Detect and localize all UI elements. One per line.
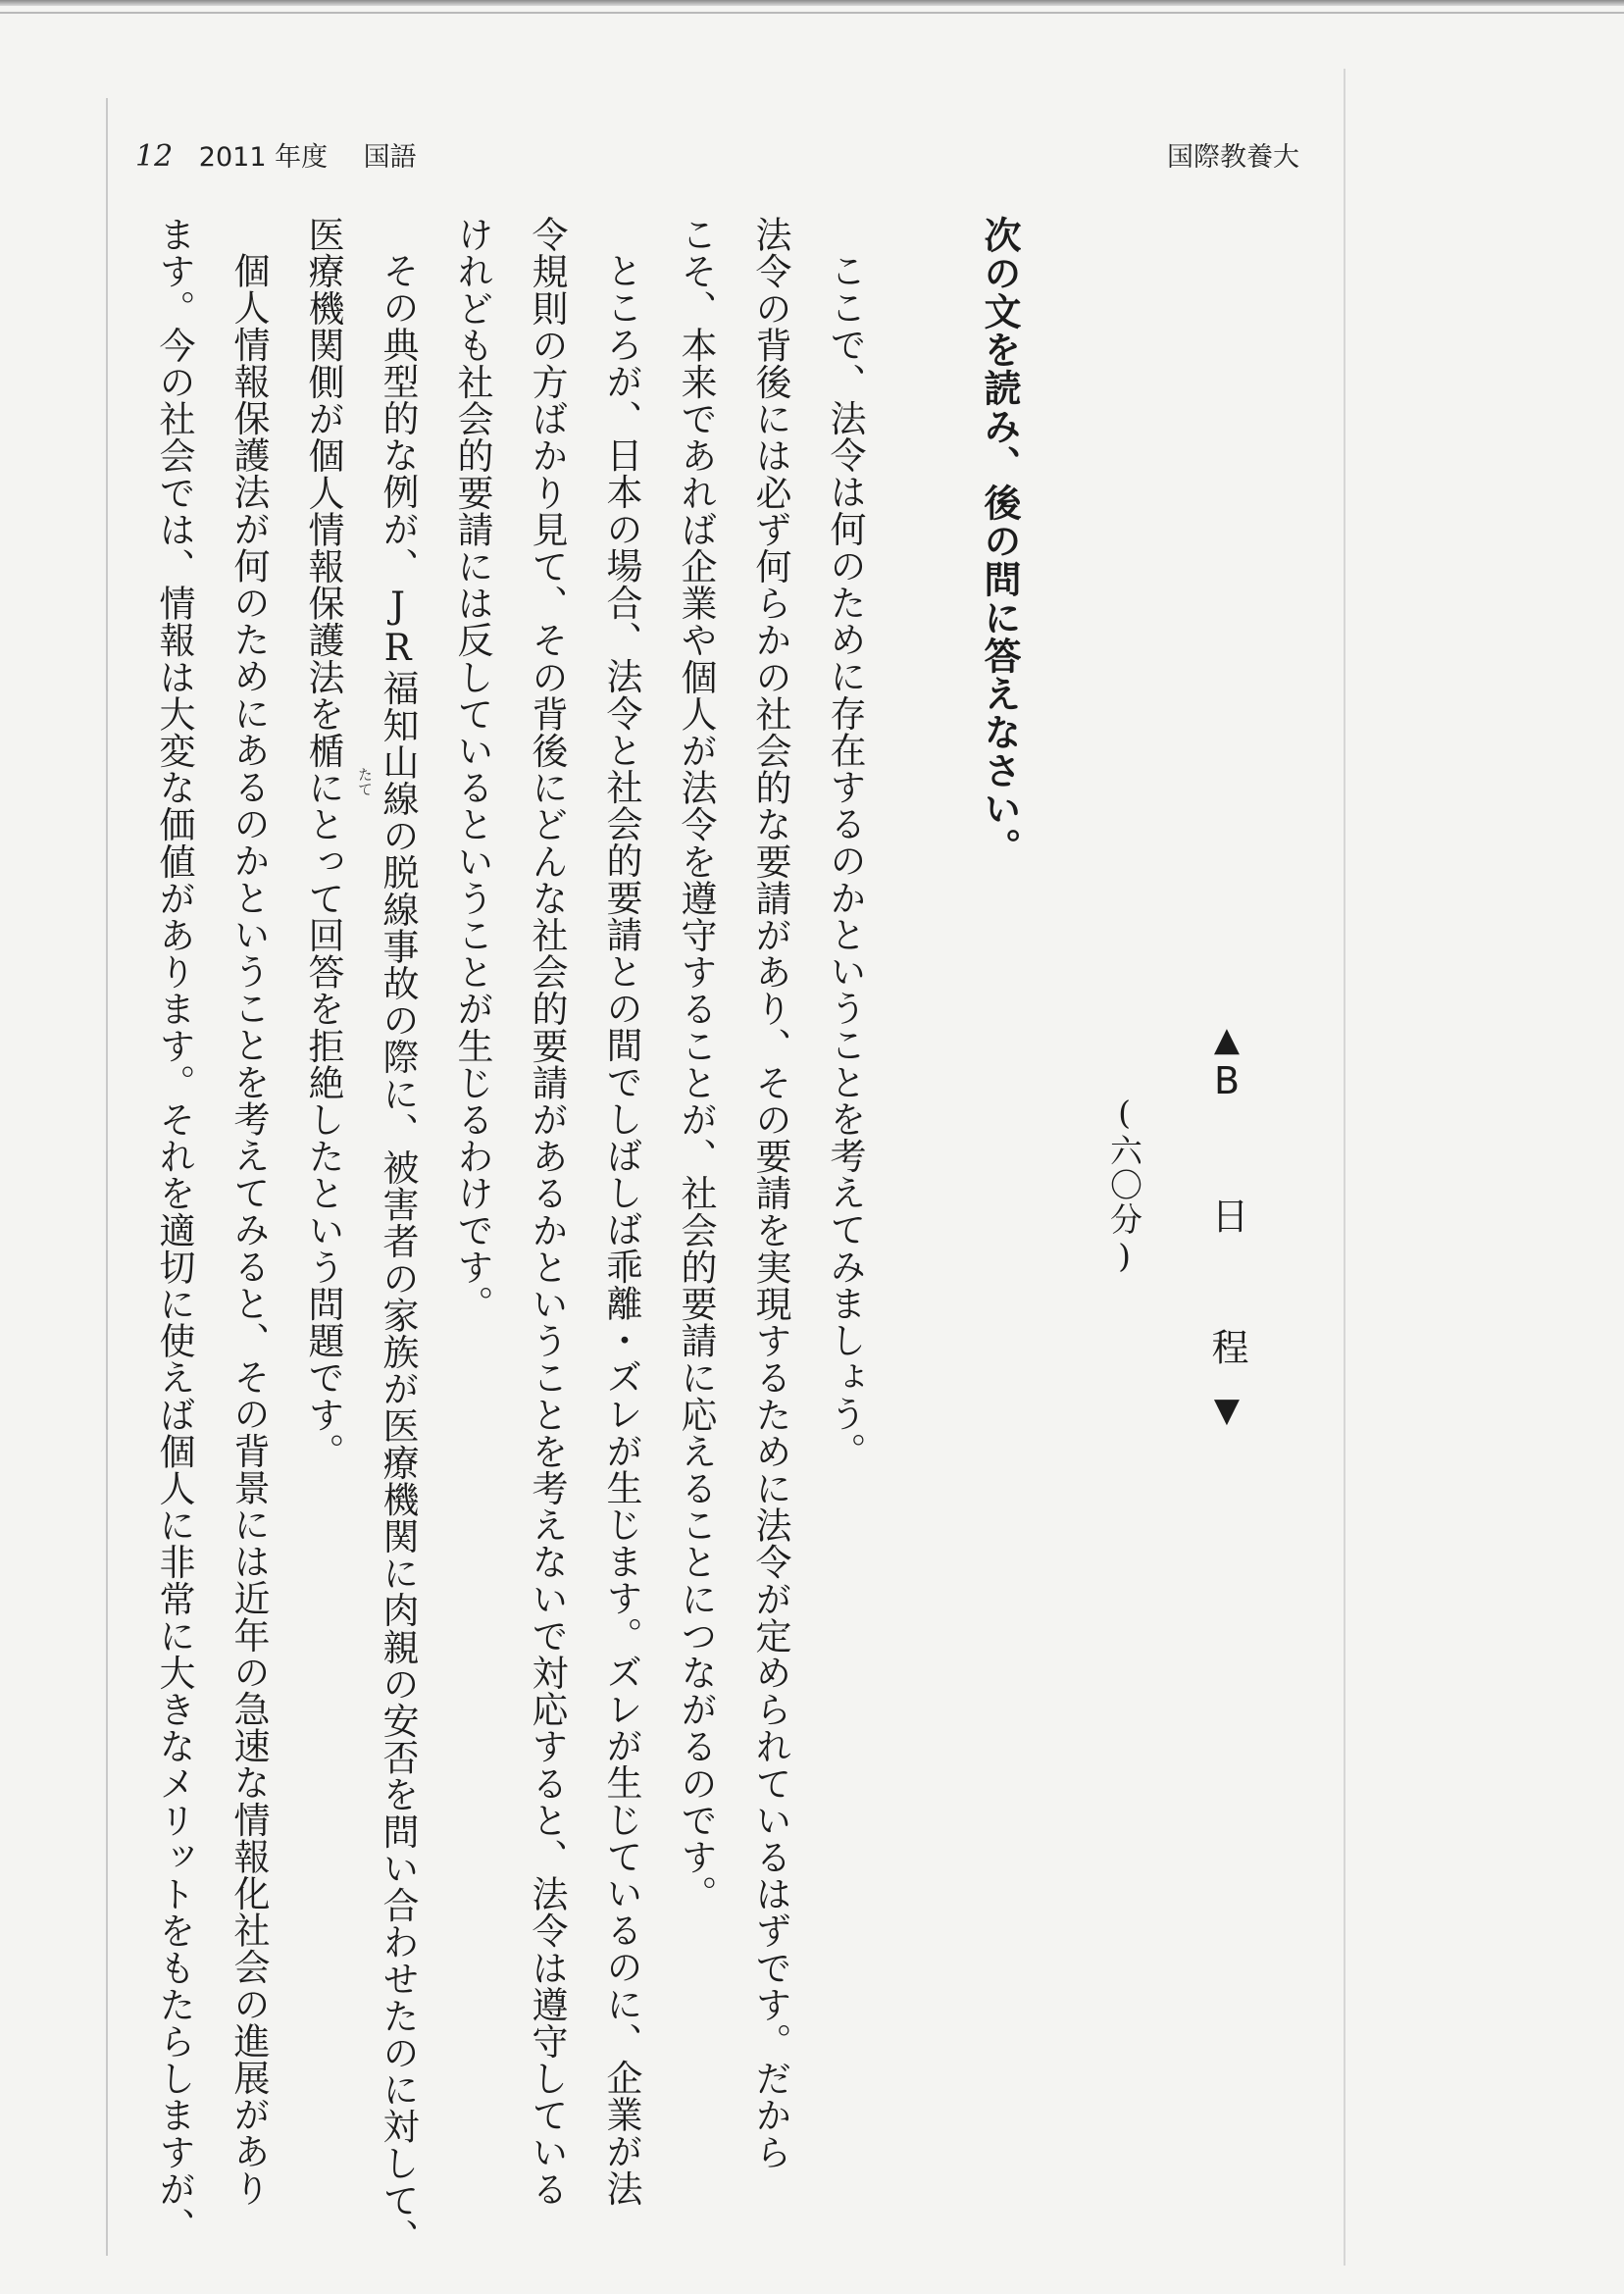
running-head-left [135,135,417,174]
running-head-right: 国際教養大 [1167,142,1299,173]
body-line-10: ます。今の社会では、情報は大変な価値があります。それを適切に使えば個人に非常に大きなメリットをもたらしますが、 [153,216,195,2244]
body-line-9: 個人情報保護法が何のためにあるのかということを考えてみると、その背景には近年の急速な情報化社会の進展があり [228,252,270,2207]
body-line-5: 令規則の方ばかり見て、その背後にどんな社会的要請があるかということを考えないで対応すると、法令は遵守している [526,216,568,2208]
scan-edge-line [0,12,1624,14]
body-line-3: こそ、本来であれば企業や個人が法令を遵守することが、社会的要請に応えることにつながるのです。 [675,216,717,1912]
body-line-8: 医療機関側が個人情報保護法を楯にとって回答を拒絶したという問題です。 [302,216,344,1470]
instruction: 次の文を読み、後の問に答えなさい。 [978,216,1021,866]
triangle-down-icon: ▼ [1207,1391,1246,1430]
body-line-7: その典型的な例が、JR福知山線の脱線事故の際に、被害者の家族が医療機関に肉親の安否を問い合わせたのに対して、 [377,252,419,2256]
schedule-text: B 日 程 [1205,1059,1248,1391]
ruby-tate: たて [356,767,374,796]
page-edge-right [1344,69,1345,2266]
schedule-label [1205,1020,1248,1430]
body-line-4: ところが、日本の場合、法令と社会的要請との間でしばしば乖離・ズレが生じます。ズレが生じているのに、企業が法 [600,252,642,2207]
triangle-up-icon: ▲ [1207,1020,1246,1059]
body-line-2: 法令の背後には必ず何らかの社会的な要請があり、その要請を実現するために法令が定められているはずです。だから [749,216,791,2170]
scan-edge-top [0,0,1624,6]
header-year: 2011 年度 [198,142,329,173]
page-shadow-left [106,98,108,2256]
page-number: 12 [135,139,174,174]
header-subject: 国語 [363,142,417,173]
time-limit: (六〇分) [1105,1094,1143,1277]
body-line-1: ここで、法令は何のために存在するのかということを考えてみましょう。 [824,252,866,1469]
body-line-6: けれども社会的要請には反しているということが生じるわけです。 [451,216,493,1322]
